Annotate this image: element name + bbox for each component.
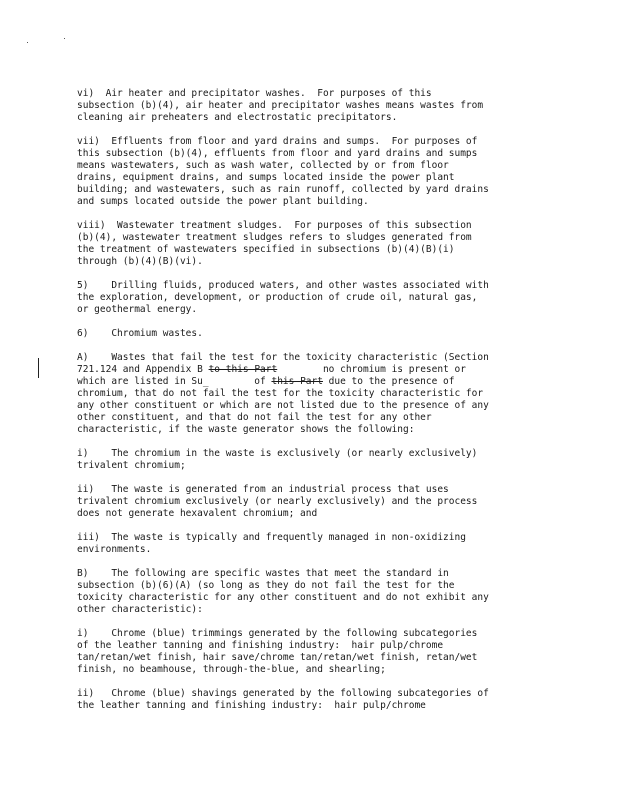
paragraph-line: vi) Air heater and precipitator washes. For purposes of this bbox=[77, 88, 432, 99]
struck-text: to this Part bbox=[208, 364, 278, 375]
paragraph-line: A) Wastes that fail the test for the toxicity characteristic (Section bbox=[77, 352, 489, 363]
paragraph-line: 5) Drilling fluids, produced waters, and other wastes associated with bbox=[77, 280, 489, 291]
paragraph-line: the exploration, development, or production of crude oil, natural gas, bbox=[77, 292, 478, 303]
paragraph-line: B) The following are specific wastes that meet the standard in bbox=[77, 568, 449, 579]
paragraph-line: ii) The waste is generated from an industrial process that uses bbox=[77, 484, 449, 495]
revision-margin-bar bbox=[38, 358, 39, 378]
paragraph-line: (b)(4), wastewater treatment sludges refers to sludges generated from bbox=[77, 232, 472, 243]
paragraph-line: means wastewaters, such as wash water, collected by or from floor bbox=[77, 160, 449, 171]
paragraph-b bbox=[77, 568, 547, 616]
paragraph-line: trivalent chromium exclusively (or nearly exclusively) and the process bbox=[77, 496, 478, 507]
paragraph-aiii bbox=[77, 532, 547, 556]
paragraph-line: which are listed in Su_ of this Part due to the presence of bbox=[77, 376, 455, 387]
paragraph-vi bbox=[77, 88, 547, 124]
paragraph-line: does not generate hexavalent chromium; and bbox=[77, 508, 318, 519]
paragraph-line: subsection (b)(4), air heater and precipitator washes means wastes from bbox=[77, 100, 484, 111]
paragraph-line: or geothermal energy. bbox=[77, 304, 198, 315]
paragraph-line: any other constituent or which are not listed due to the presence of any bbox=[77, 400, 489, 411]
paragraph-viii bbox=[77, 220, 547, 268]
scan-speck bbox=[64, 38, 65, 39]
paragraph-line: finish, no beamhouse, through-the-blue, and shearling; bbox=[77, 664, 386, 675]
paragraph-line: i) Chrome (blue) trimmings generated by the following subcategories bbox=[77, 628, 478, 639]
paragraph-line: 6) Chromium wastes. bbox=[77, 328, 203, 339]
paragraph-line: viii) Wastewater treatment sludges. For purposes of this subsection bbox=[77, 220, 472, 231]
paragraph-line: 721.124 and Appendix B to this Part no chromium is present or bbox=[77, 364, 466, 375]
scan-speck bbox=[27, 42, 28, 43]
paragraph-5 bbox=[77, 280, 547, 316]
paragraph-line: characteristic, if the waste generator shows the following: bbox=[77, 424, 415, 435]
paragraph-line: the leather tanning and finishing industry: hair pulp/chrome bbox=[77, 700, 426, 711]
paragraph-line: environments. bbox=[77, 544, 152, 555]
paragraph-bii bbox=[77, 688, 547, 712]
paragraph-line: building; and wastewaters, such as rain runoff, collected by yard drains bbox=[77, 184, 489, 195]
paragraph-aii bbox=[77, 484, 547, 520]
struck-text: this Part bbox=[271, 376, 323, 387]
paragraph-line: and sumps located outside the power plant building. bbox=[77, 196, 369, 207]
paragraph-a bbox=[77, 352, 547, 436]
paragraph-bi bbox=[77, 628, 547, 676]
paragraph-line: through (b)(4)(B)(vi). bbox=[77, 256, 203, 267]
paragraph-line: trivalent chromium; bbox=[77, 460, 186, 471]
paragraph-line: this subsection (b)(4), effluents from floor and yard drains and sumps bbox=[77, 148, 478, 159]
paragraph-line: of the leather tanning and finishing industry: hair pulp/chrome bbox=[77, 640, 444, 651]
paragraph-vii bbox=[77, 136, 547, 208]
paragraph-6 bbox=[77, 328, 547, 340]
paragraph-line: cleaning air preheaters and electrostatic precipitators. bbox=[77, 112, 398, 123]
paragraph-line: other characteristic): bbox=[77, 604, 203, 615]
paragraph-line: toxicity characteristic for any other constituent and do not exhibit any bbox=[77, 592, 489, 603]
paragraph-line: i) The chromium in the waste is exclusively (or nearly exclusively) bbox=[77, 448, 478, 459]
paragraph-line: vii) Effluents from floor and yard drains and sumps. For purposes of bbox=[77, 136, 478, 147]
paragraph-line: drains, equipment drains, and sumps located inside the power plant bbox=[77, 172, 455, 183]
paragraph-line: the treatment of wastewaters specified in subsections (b)(4)(B)(i) bbox=[77, 244, 455, 255]
paragraph-line: chromium, that do not fail the test for the toxicity characteristic for bbox=[77, 388, 484, 399]
paragraph-line: ii) Chrome (blue) shavings generated by the following subcategories of bbox=[77, 688, 489, 699]
paragraph-ai bbox=[77, 448, 547, 472]
paragraph-line: subsection (b)(6)(A) (so long as they do not fail the test for the bbox=[77, 580, 455, 591]
paragraph-line: iii) The waste is typically and frequently managed in non-oxidizing bbox=[77, 532, 466, 543]
paragraph-line: tan/retan/wet finish, hair save/chrome tan/retan/wet finish, retan/wet bbox=[77, 652, 478, 663]
paragraph-line: other constituent, and that do not fail the test for any other bbox=[77, 412, 432, 423]
